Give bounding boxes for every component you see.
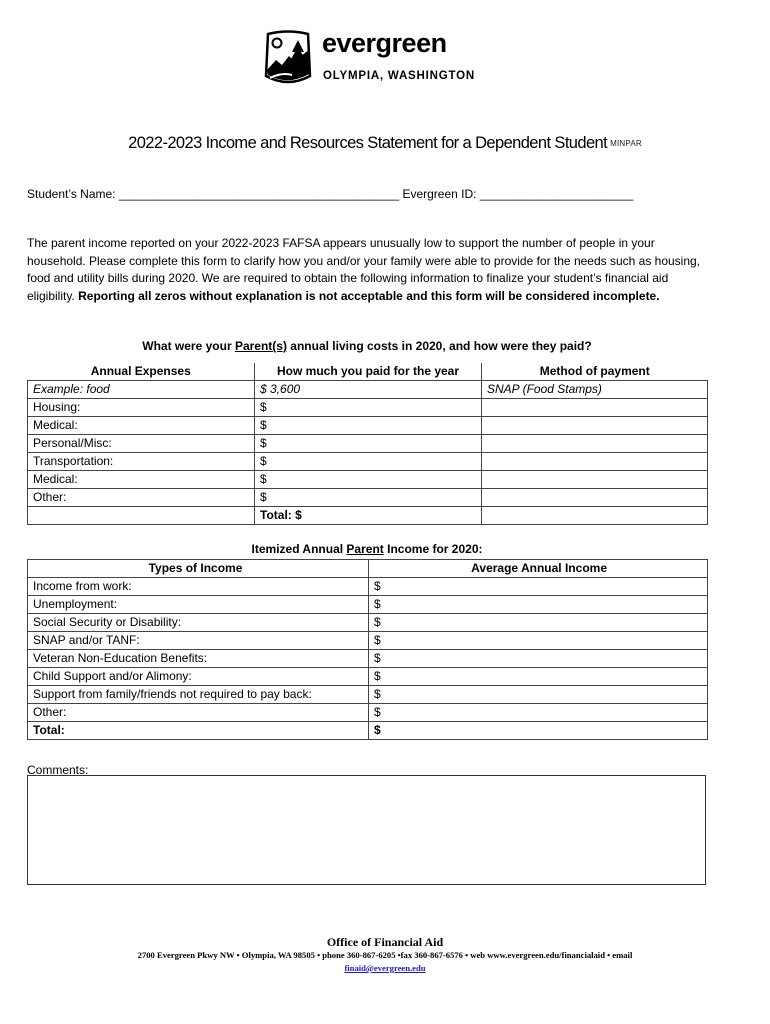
income-amount-cell[interactable]: $ [369, 632, 708, 650]
expense-method-cell[interactable] [482, 471, 708, 489]
income-amount-cell[interactable]: $ [369, 578, 708, 596]
footer-email-link[interactable]: finaid@evergreen.edu [344, 963, 426, 973]
example-method: SNAP (Food Stamps) [482, 381, 708, 399]
col-header-payment-method: Method of payment [482, 363, 708, 381]
footer-address: 2700 Evergreen Pkwy NW • Olympia, WA 98505 • phone 360-867-6205 •fax 360-867-6576 • web www.evergreen.edu/financialaid • email [137, 950, 633, 960]
question1-underlined: Parent(s) [234, 339, 287, 353]
living-costs-question [0, 339, 734, 353]
expense-amount-cell[interactable]: $ [255, 471, 482, 489]
comments-label: Comments: [27, 763, 89, 777]
table-row [28, 686, 708, 704]
expense-amount-cell[interactable]: $ [255, 435, 482, 453]
expense-amount-cell[interactable]: $ [255, 399, 482, 417]
income-label: Other: [28, 704, 369, 722]
income-label: Veteran Non-Education Benefits: [28, 650, 369, 668]
comments-box[interactable] [27, 775, 706, 885]
question2-suffix: Income for 2020: [383, 542, 483, 556]
income-amount-cell[interactable]: $ [369, 614, 708, 632]
annual-expenses-table [27, 363, 708, 525]
income-label: Support from family/friends not required to pay back: [28, 686, 369, 704]
income-total-cell[interactable]: $ [369, 722, 708, 740]
expense-method-cell[interactable] [482, 399, 708, 417]
form-code: MINPAR [610, 139, 642, 148]
expense-method-cell[interactable] [482, 435, 708, 453]
income-label: Income from work: [28, 578, 369, 596]
parent-income-table [27, 559, 708, 740]
table-row [28, 704, 708, 722]
intro-paragraph [27, 235, 707, 305]
table-row [28, 614, 708, 632]
expense-method-cell[interactable] [482, 489, 708, 507]
total-row [28, 722, 708, 740]
income-total-label: Total: [28, 722, 369, 740]
table-row [28, 578, 708, 596]
table-row [28, 596, 708, 614]
col-header-annual-expenses: Annual Expenses [28, 363, 255, 381]
expense-method-cell[interactable] [482, 417, 708, 435]
table-row [28, 668, 708, 686]
expense-label: Medical: [28, 417, 255, 435]
example-label: Example: food [28, 381, 255, 399]
table-row [28, 489, 708, 507]
table-row [28, 399, 708, 417]
example-amount: $ 3,600 [255, 381, 482, 399]
income-label: Child Support and/or Alimony: [28, 668, 369, 686]
intro-warning: Reporting all zeros without explanation is not acceptable and this form will be considered incomplete. [78, 288, 660, 303]
page-title [0, 134, 770, 153]
expense-amount-cell[interactable]: $ [255, 453, 482, 471]
question2-underlined: Parent [346, 542, 384, 556]
expense-label: Medical: [28, 471, 255, 489]
question2-prefix: Itemized Annual [251, 542, 347, 556]
table-row [28, 453, 708, 471]
expense-amount-cell[interactable]: $ [255, 417, 482, 435]
parent-income-heading [0, 542, 734, 556]
expense-method-cell[interactable] [482, 453, 708, 471]
intro-text: The parent income reported on your 2022-2023 FAFSA appears unusually low to support the number of people in your household. Please complete this form to clarify how you and/or your family were able to provide for the needs such as housing, food and utility bills during 2020. We are required to obtain the following information to finalize your student’s financial aid eligibility. [27, 236, 701, 303]
expense-label: Transportation: [28, 453, 255, 471]
student-name-and-id-line[interactable]: Student’s Name: __________________________________________ Evergreen ID: _______________________ [27, 187, 634, 201]
table-row [28, 632, 708, 650]
logo-wordmark: evergreen [322, 28, 447, 58]
question1-prefix: What were your [142, 339, 235, 353]
total-label-empty [28, 507, 255, 525]
footer-office-title: Office of Financial Aid [326, 935, 444, 949]
income-label: Unemployment: [28, 596, 369, 614]
expense-label: Other: [28, 489, 255, 507]
expense-label: Personal/Misc: [28, 435, 255, 453]
total-row [28, 507, 708, 525]
table-row [28, 435, 708, 453]
footer-contact [20, 949, 750, 975]
table-header-row [28, 560, 708, 578]
income-amount-cell[interactable]: $ [369, 668, 708, 686]
col-header-average-income: Average Annual Income [369, 560, 708, 578]
income-amount-cell[interactable]: $ [369, 704, 708, 722]
table-row [28, 650, 708, 668]
example-row [28, 381, 708, 399]
evergreen-tree-logo-icon [262, 30, 314, 86]
income-amount-cell[interactable]: $ [369, 650, 708, 668]
evergreen-logo [262, 30, 492, 90]
col-header-income-type: Types of Income [28, 560, 369, 578]
table-row [28, 471, 708, 489]
logo-location: OLYMPIA, WASHINGTON [323, 70, 475, 82]
income-amount-cell[interactable]: $ [369, 596, 708, 614]
income-label: Social Security or Disability: [28, 614, 369, 632]
col-header-amount-paid: How much you paid for the year [255, 363, 482, 381]
table-header-row [28, 363, 708, 381]
total-method-empty [482, 507, 708, 525]
income-label: SNAP and/or TANF: [28, 632, 369, 650]
expenses-total-cell[interactable]: Total: $ [255, 507, 482, 525]
expense-amount-cell[interactable]: $ [255, 489, 482, 507]
income-amount-cell[interactable]: $ [369, 686, 708, 704]
expense-label: Housing: [28, 399, 255, 417]
title-text: 2022-2023 Income and Resources Statement for a Dependent Student [128, 134, 608, 152]
table-row [28, 417, 708, 435]
question1-suffix: annual living costs in 2020, and how were they paid? [286, 339, 592, 353]
